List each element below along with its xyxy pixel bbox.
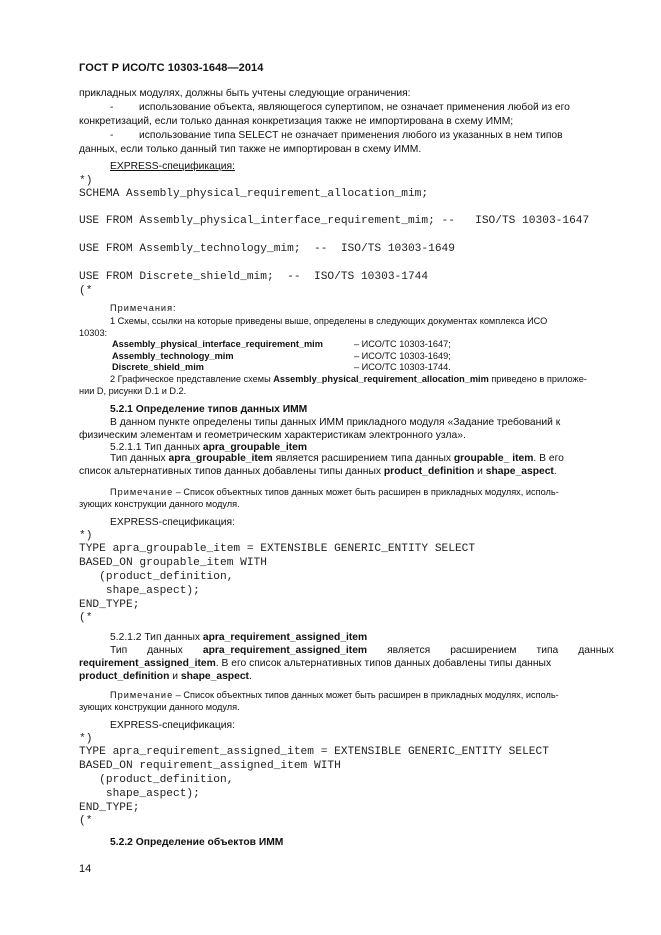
- section-heading: 5.2.2 Определение объектов ИММ: [110, 837, 284, 848]
- code-line: *): [79, 175, 93, 187]
- code-line: TYPE apra_groupable_item = EXTENSIBLE GENERIC_ENTITY SELECT: [79, 543, 476, 555]
- paragraph-line: Тип данных apra_requirement_assigned_item является расширением типа данных: [110, 645, 614, 656]
- subsection-heading: 5.2.1.2 Тип данных apra_requirement_assigned_item: [110, 632, 368, 643]
- code-line: (product_definition,: [79, 774, 234, 786]
- express-label: EXPRESS-спецификация:: [110, 720, 235, 731]
- paragraph-line: Тип данных apra_groupable_item является расширением типа данных groupable_ item. В его: [110, 453, 564, 464]
- code-line: (*: [79, 285, 93, 297]
- code-line: USE FROM Assembly_technology_mim; -- ISO/TS 10303-1649: [79, 243, 455, 255]
- note-line: зующих конструкции данного модуля.: [79, 702, 240, 712]
- ref-name: Assembly_technology_mim: [112, 351, 234, 361]
- notes-title: Примечания:: [110, 303, 177, 313]
- bullet-1-line-2: конкретизаций, если только данная конкретизация также не импортирована в схему ИММ;: [79, 116, 514, 127]
- note-line: Примечание – Список объектных типов данных может быть расширен в прикладных модулях, исполь-: [110, 487, 559, 497]
- note-1-line-1: 1 Схемы, ссылки на которые приведены выше, определены в следующих документах комплекса ИСО: [110, 316, 548, 326]
- code-line: USE FROM Assembly_physical_interface_requirement_mim; -- ISO/TS 10303-1647: [79, 215, 590, 227]
- note-2-line-1: 2 Графическое представление схемы Assembly_physical_requirement_allocation_mim приведено в приложе-: [110, 374, 587, 384]
- intro-line: прикладных модулях, должны быть учтены следующие ограничения:: [79, 88, 411, 99]
- note-1-line-2: 10303:: [79, 328, 108, 338]
- code-line: BASED_ON groupable_item WITH: [79, 557, 267, 569]
- bullet-dash: -: [110, 130, 114, 141]
- ref-doc: – ИСО/ТС 10303-1647;: [354, 339, 451, 349]
- code-line: (*: [79, 612, 93, 624]
- code-line: shape_aspect);: [79, 585, 200, 597]
- page-number: 14: [79, 863, 92, 875]
- paragraph-line: requirement_assigned_item. В его список альтернативных типов данных добавлены типы данных: [79, 658, 552, 669]
- code-line: USE FROM Discrete_shield_mim; -- ISO/TS 10303-1744: [79, 271, 429, 283]
- code-line: SCHEMA Assembly_physical_requirement_allocation_mim;: [79, 188, 429, 200]
- section-heading: 5.2.1 Определение типов данных ИММ: [110, 404, 308, 415]
- code-line: *): [79, 530, 93, 542]
- code-line: *): [79, 733, 93, 745]
- note-2-line-2: нии D, рисунки D.1 и D.2.: [79, 386, 187, 396]
- running-header: ГОСТ Р ИСО/ТС 10303-1648—2014: [79, 62, 264, 74]
- code-line: (product_definition,: [79, 571, 234, 583]
- ref-doc: – ИСО/ТС 10303-1649;: [354, 351, 451, 361]
- paragraph-line: список альтернативных типов данных добавлены типы данных product_definition и shape_aspect.: [79, 466, 557, 477]
- code-line: END_TYPE;: [79, 599, 140, 611]
- paragraph-line: В данном пункте определены типы данных ИММ прикладного модуля «Задание требований к: [110, 417, 561, 428]
- bullet-1-line-1: использование объекта, являющегося супертипом, не означает применения любой из его: [139, 102, 570, 113]
- ref-name: Discrete_shield_mim: [112, 362, 204, 372]
- ref-name: Assembly_physical_interface_requirement_mim: [112, 339, 323, 349]
- code-line: END_TYPE;: [79, 802, 140, 814]
- paragraph-line: физическим элементам и геометрическим характеристикам электронного узла».: [79, 430, 466, 441]
- code-line: shape_aspect);: [79, 788, 200, 800]
- subsection-heading: 5.2.1.1 Тип данных apra_groupable_item: [110, 442, 308, 453]
- code-line: BASED_ON requirement_assigned_item WITH: [79, 760, 341, 772]
- note-line: зующих конструкции данного модуля.: [79, 499, 240, 509]
- bullet-dash: -: [110, 102, 114, 113]
- code-line: (*: [79, 815, 93, 827]
- paragraph-line: product_definition и shape_aspect.: [79, 671, 252, 682]
- code-line: TYPE apra_requirement_assigned_item = EXTENSIBLE GENERIC_ENTITY SELECT: [79, 746, 549, 758]
- note-line: Примечание – Список объектных типов данных может быть расширен в прикладных модулях, исполь-: [110, 690, 559, 700]
- ref-doc: – ИСО/ТС 10303-1744.: [354, 362, 451, 372]
- express-label: EXPRESS-спецификация:: [110, 517, 235, 528]
- express-label: EXPRESS-спецификация:: [110, 161, 235, 172]
- bullet-2-line-2: данных, если только данный тип также не импортирован в схему ИММ.: [79, 144, 422, 155]
- bullet-2-line-1: использование типа SELECT не означает применения любого из указанных в нем типов: [139, 130, 563, 141]
